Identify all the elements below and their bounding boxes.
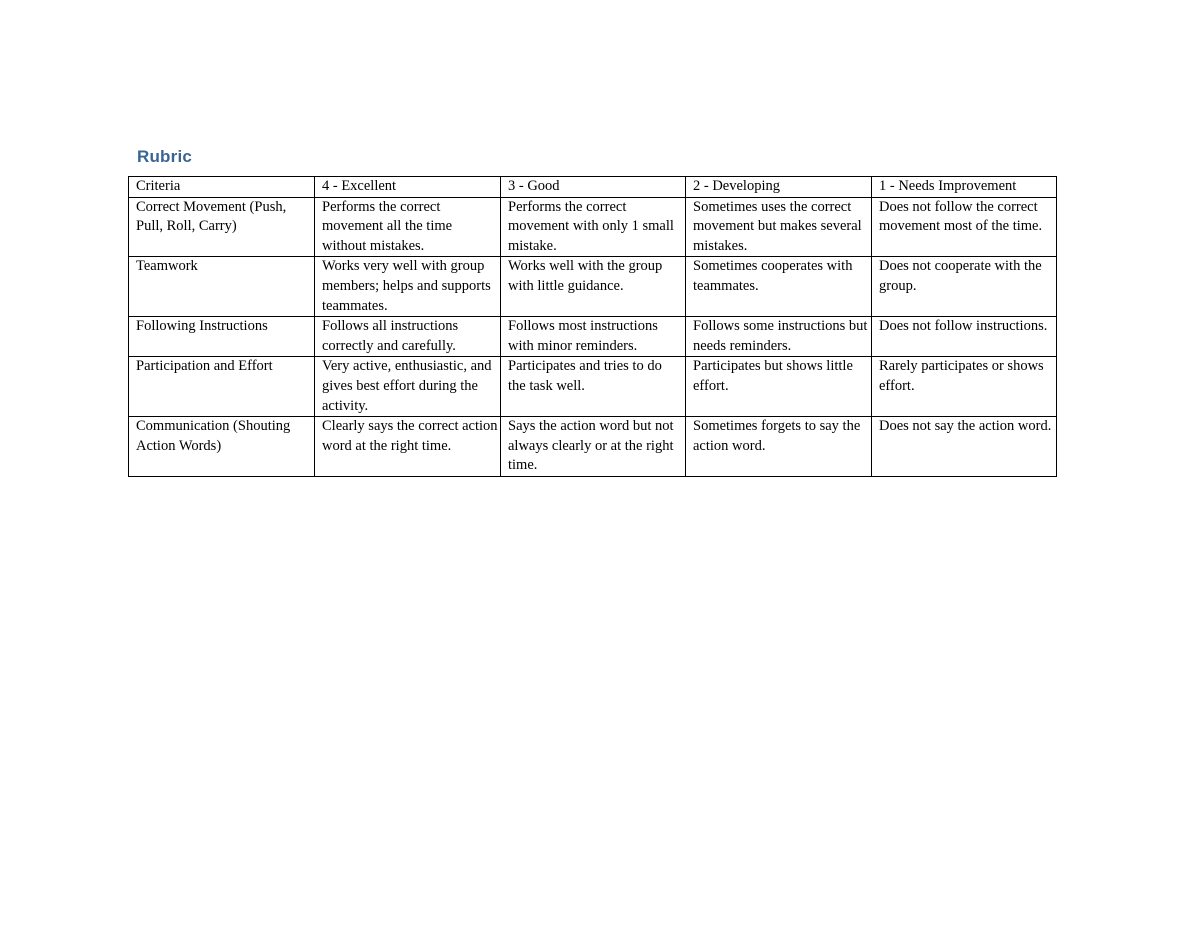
criteria-cell: Teamwork (129, 257, 315, 317)
developing-cell: Sometimes uses the correct movement but makes several mistakes. (686, 197, 872, 257)
document-title: Rubric (137, 147, 193, 166)
table-row (129, 257, 1057, 317)
header-needs-improvement: 1 - Needs Improvement (872, 177, 1057, 198)
good-cell: Participates and tries to do the task well. (501, 357, 686, 417)
header-row (129, 177, 1057, 198)
table-row (129, 197, 1057, 257)
good-cell: Works well with the group with little guidance. (501, 257, 686, 317)
good-cell: Says the action word but not always clearly or at the right time. (501, 417, 686, 477)
excellent-cell: Works very well with group members; helps and supports teammates. (315, 257, 501, 317)
criteria-cell: Following Instructions (129, 317, 315, 357)
needs-improvement-cell: Does not follow instructions. (872, 317, 1057, 357)
criteria-cell: Correct Movement (Push, Pull, Roll, Carry) (129, 197, 315, 257)
developing-cell: Participates but shows little effort. (686, 357, 872, 417)
needs-improvement-cell: Does not say the action word. (872, 417, 1057, 477)
table-row (129, 417, 1057, 477)
excellent-cell: Clearly says the correct action word at the right time. (315, 417, 501, 477)
excellent-cell: Very active, enthusiastic, and gives best effort during the activity. (315, 357, 501, 417)
table-row (129, 317, 1057, 357)
good-cell: Performs the correct movement with only 1 small mistake. (501, 197, 686, 257)
rubric-table (128, 176, 1057, 477)
developing-cell: Sometimes forgets to say the action word. (686, 417, 872, 477)
needs-improvement-cell: Does not follow the correct movement most of the time. (872, 197, 1057, 257)
excellent-cell: Performs the correct movement all the time without mistakes. (315, 197, 501, 257)
criteria-cell: Communication (Shouting Action Words) (129, 417, 315, 477)
good-cell: Follows most instructions with minor reminders. (501, 317, 686, 357)
needs-improvement-cell: Rarely participates or shows effort. (872, 357, 1057, 417)
header-developing: 2 - Developing (686, 177, 872, 198)
developing-cell: Follows some instructions but needs reminders. (686, 317, 872, 357)
developing-cell: Sometimes cooperates with teammates. (686, 257, 872, 317)
header-criteria: Criteria (129, 177, 315, 198)
criteria-cell: Participation and Effort (129, 357, 315, 417)
excellent-cell: Follows all instructions correctly and carefully. (315, 317, 501, 357)
needs-improvement-cell: Does not cooperate with the group. (872, 257, 1057, 317)
table-row (129, 357, 1057, 417)
header-good: 3 - Good (501, 177, 686, 198)
header-excellent: 4 - Excellent (315, 177, 501, 198)
